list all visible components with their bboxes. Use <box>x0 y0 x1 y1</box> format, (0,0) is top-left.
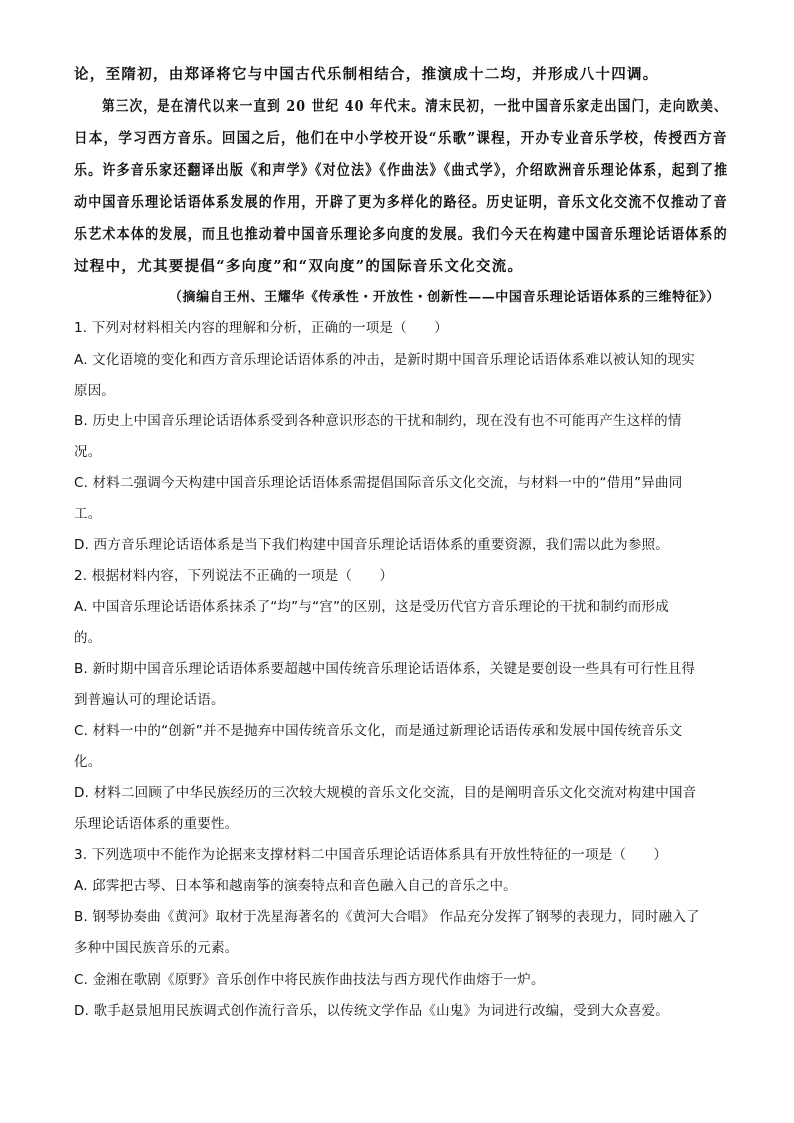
passage-line: 第三次，是在清代以来一直到 20 世纪 40 年代末。清末民初，一批中国音乐家走出国门，走向欧美、 <box>102 98 728 115</box>
question-2-option-d-cont: 乐理论话语体系的重要性。 <box>74 816 239 832</box>
question-3-option-b-cont: 多种中国民族音乐的元素。 <box>74 940 239 956</box>
question-3-option-d: D. 歌手赵景旭用民族调式创作流行音乐，以传统文学作品《山鬼》为词进行改编，受到大众喜爱。 <box>74 1003 669 1019</box>
question-1-option-b: B. 历史上中国音乐理论话语体系受到各种意识形态的干扰和制约，现在没有也不可能再产生这样的情 <box>74 413 682 429</box>
passage-line: 乐艺术本体的发展，而且也推动着中国音乐理论多向度的发展。我们今天在构建中国音乐理论话语体系的 <box>74 226 728 243</box>
question-2-option-c-cont: 化。 <box>74 754 102 770</box>
question-3-stem: 3. 下列选项中不能作为论据来支撑材料二中国音乐理论话语体系具有开放性特征的一项是（ ） <box>74 847 668 863</box>
question-1-stem: 1. 下列对材料相关内容的理解和分析，正确的一项是（ ） <box>74 320 448 336</box>
passage-line: 乐。许多音乐家还翻译出版《和声学》《对位法》《作曲法》《曲式学》，介绍欧洲音乐理论体系，起到了推 <box>74 162 729 179</box>
question-2-option-b-cont: 到普遍认可的理论话语。 <box>74 692 225 708</box>
passage-line: 论，至隋初，由郑译将它与中国古代乐制相结合，推演成十二均，并形成八十四调。 <box>74 66 659 83</box>
passage-line: 过程中，尤其要提倡“多向度”和“双向度”的国际音乐文化交流。 <box>74 258 524 275</box>
question-3-option-b: B. 钢琴协奏曲《黄河》取材于冼星海著名的《黄河大合唱》 作品充分发挥了钢琴的表现力，同时融入了 <box>74 909 700 925</box>
question-2-option-c: C. 材料一中的“创新”并不是抛弃中国传统音乐文化，而是通过新理论话语传承和发展中国传统音乐文 <box>74 723 683 739</box>
question-1-option-a: A. 文化语境的变化和西方音乐理论话语体系的冲击，是新时期中国音乐理论话语体系难以被认知的现实 <box>74 352 695 368</box>
passage-line: 日本，学习西方音乐。回国之后，他们在中小学校开设“乐歌”课程，开办专业音乐学校，传授西方音 <box>74 130 728 147</box>
question-3-option-a: A. 邱霁把古琴、日本筝和越南筝的演奏特点和音色融入自己的音乐之中。 <box>74 878 517 894</box>
question-1-option-c: C. 材料二强调今天构建中国音乐理论话语体系需提倡国际音乐文化交流，与材料一中的“借用”异曲同 <box>74 475 683 491</box>
question-2-option-a: A. 中国音乐理论话语体系抹杀了“均”与“宫”的区别，这是受历代官方音乐理论的干扰和制约而形成 <box>74 599 669 615</box>
question-1-option-c-cont: 工。 <box>74 506 102 522</box>
question-1-option-d: D. 西方音乐理论话语体系是当下我们构建中国音乐理论话语体系的重要资源，我们需以此为参照。 <box>74 537 669 553</box>
question-2-stem: 2. 根据材料内容，下列说法不正确的一项是（ ） <box>74 568 394 584</box>
question-2-option-a-cont: 的。 <box>74 630 102 646</box>
question-1-option-b-cont: 况。 <box>74 444 102 460</box>
passage-source: （摘编自王州、王耀华《传承性・开放性・创新性——中国音乐理论话语体系的三维特征》） <box>168 290 720 305</box>
question-3-option-c: C. 金湘在歌剧《原野》音乐创作中将民族作曲技法与西方现代作曲熔于一炉。 <box>74 972 545 988</box>
question-2-option-d: D. 材料二回顾了中华民族经历的三次较大规模的音乐文化交流，目的是阐明音乐文化交流对构建中国音 <box>74 785 697 801</box>
question-1-option-a-cont: 原因。 <box>74 383 116 399</box>
question-2-option-b: B. 新时期中国音乐理论话语体系要超越中国传统音乐理论话语体系，关键是要创设一些具有可行性且得 <box>74 661 696 677</box>
passage-line: 动中国音乐理论话语体系发展的作用，开辟了更为多样化的路径。历史证明，音乐文化交流不仅推动了音 <box>74 194 728 211</box>
